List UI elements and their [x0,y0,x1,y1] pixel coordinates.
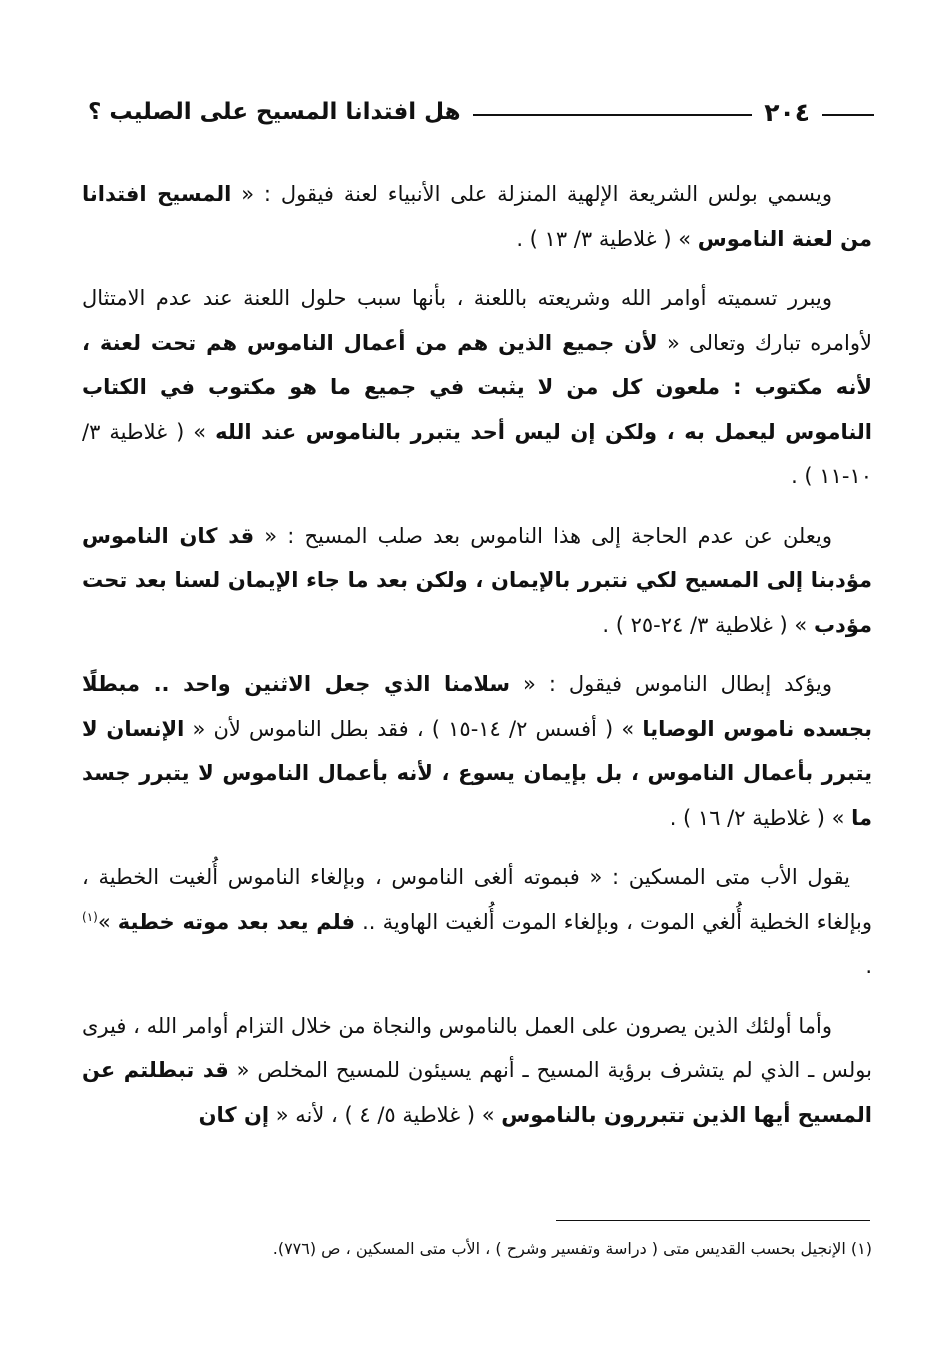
quote-bold: قد كان الناموس مؤدبنا إلى المسيح لكي نتبرر بالإيمان ، ولكن بعد ما جاء الإيمان لسنا بعد تحت مؤدب [82,523,872,637]
paragraph-3 [82,514,872,648]
footnote-separator [556,1220,870,1221]
paragraph-4 [82,662,872,840]
text-run: » [97,909,118,934]
paragraph-2 [82,276,872,499]
text-run: . [865,954,872,978]
text-run: ويسمي بولس الشريعة الإلهية المنزلة على الأنبياء لعنة فيقول : « [231,182,832,206]
quote-bold: إن كان [198,1102,270,1127]
quote-bold: قد تبطلتم عن المسيح أيها الذين تتبررون بالناموس [82,1058,872,1127]
footnote: (١) الإنجيل بحسب القديس متى ( دراسة وتفسير وشرح ) ، الأب متى المسكين ، ص (٧٧٦). [272,1239,872,1258]
quote-bold: سلامنا الذي جعل الاثنين واحد .. مبطلًا بجسده ناموس الوصايا [82,672,872,741]
text-run: ويؤكد إبطال الناموس فيقول : « [510,672,832,696]
text-run: وأما أولئك الذين يصرون على العمل بالناموس والنجاة من خلال التزام أوامر الله ، فيرى بولس ـ الذي لم يتشرف برؤية المسيح ـ أنهم يسيئون للمسيح المخلص « [82,1013,872,1082]
header-rule-short [822,114,874,116]
citation: » ( غلاطية ٢/ ١٦ ) . [669,805,852,830]
page-number: ٢٠٤ [764,97,810,127]
citation: » ( غلاطية ٥/ ٤ ) ، لأنه « [269,1102,502,1127]
paragraph-6 [82,1004,872,1138]
paragraph-1 [82,172,872,261]
quote-bold: المسيح افتدانا من لعنة الناموس [82,182,872,251]
quote-bold: فلم يعد بعد موته خطية [117,909,356,934]
body-text [82,172,872,1152]
citation: » ( غلاطية ٣/ ٢٤-٢٥ ) . [602,612,814,637]
paragraph-5 [82,855,872,989]
running-title: هل افتدانا المسيح على الصليب ؟ [88,99,461,125]
text-run: يقول الأب متى المسكين : « فبموته ألغى الناموس ، وبإلغاء الناموس أُلغيت الخطية ، وبإلغاء الخطية أُلغي الموت ، وبإلغاء الموت أُلغيت الهاوية .. [82,865,872,934]
page-header [88,92,874,132]
quote-bold: لأن جميع الذين هم من أعمال الناموس هم تحت لعنة ، لأنه مكتوب : ملعون كل من لا يثبت في جميع ما هو مكتوب في الكتاب الناموس ليعمل به ، ولكن إن ليس أحد يتبرر بالناموس عند الله [82,330,872,444]
text-run: ويعلن عن عدم الحاجة إلى هذا الناموس بعد صلب المسيح : « [254,523,832,548]
citation: » ( أفسس ٢/ ١٤-١٥ ) ، فقد بطل الناموس لأن « [184,716,643,741]
text-run: ويبرر تسميته أوامر الله وشريعته باللعنة ، بأنها سبب حلول اللعنة عند عدم الامتثال لأوامره تبارك وتعالى « [82,286,872,355]
quote-bold: الإنسان لا يتبرر بأعمال الناموس ، بل بإيمان يسوع ، لأنه بأعمال الناموس لا يتبرر جسد ما [82,716,872,830]
citation: » ( غلاطية ٣/ ١٣ ) . [516,226,698,251]
citation: » ( غلاطية ٣/ ١٠-١١ ) . [82,419,872,488]
footnote-marker[interactable]: (١) [82,909,98,924]
header-rule-long [473,114,753,116]
